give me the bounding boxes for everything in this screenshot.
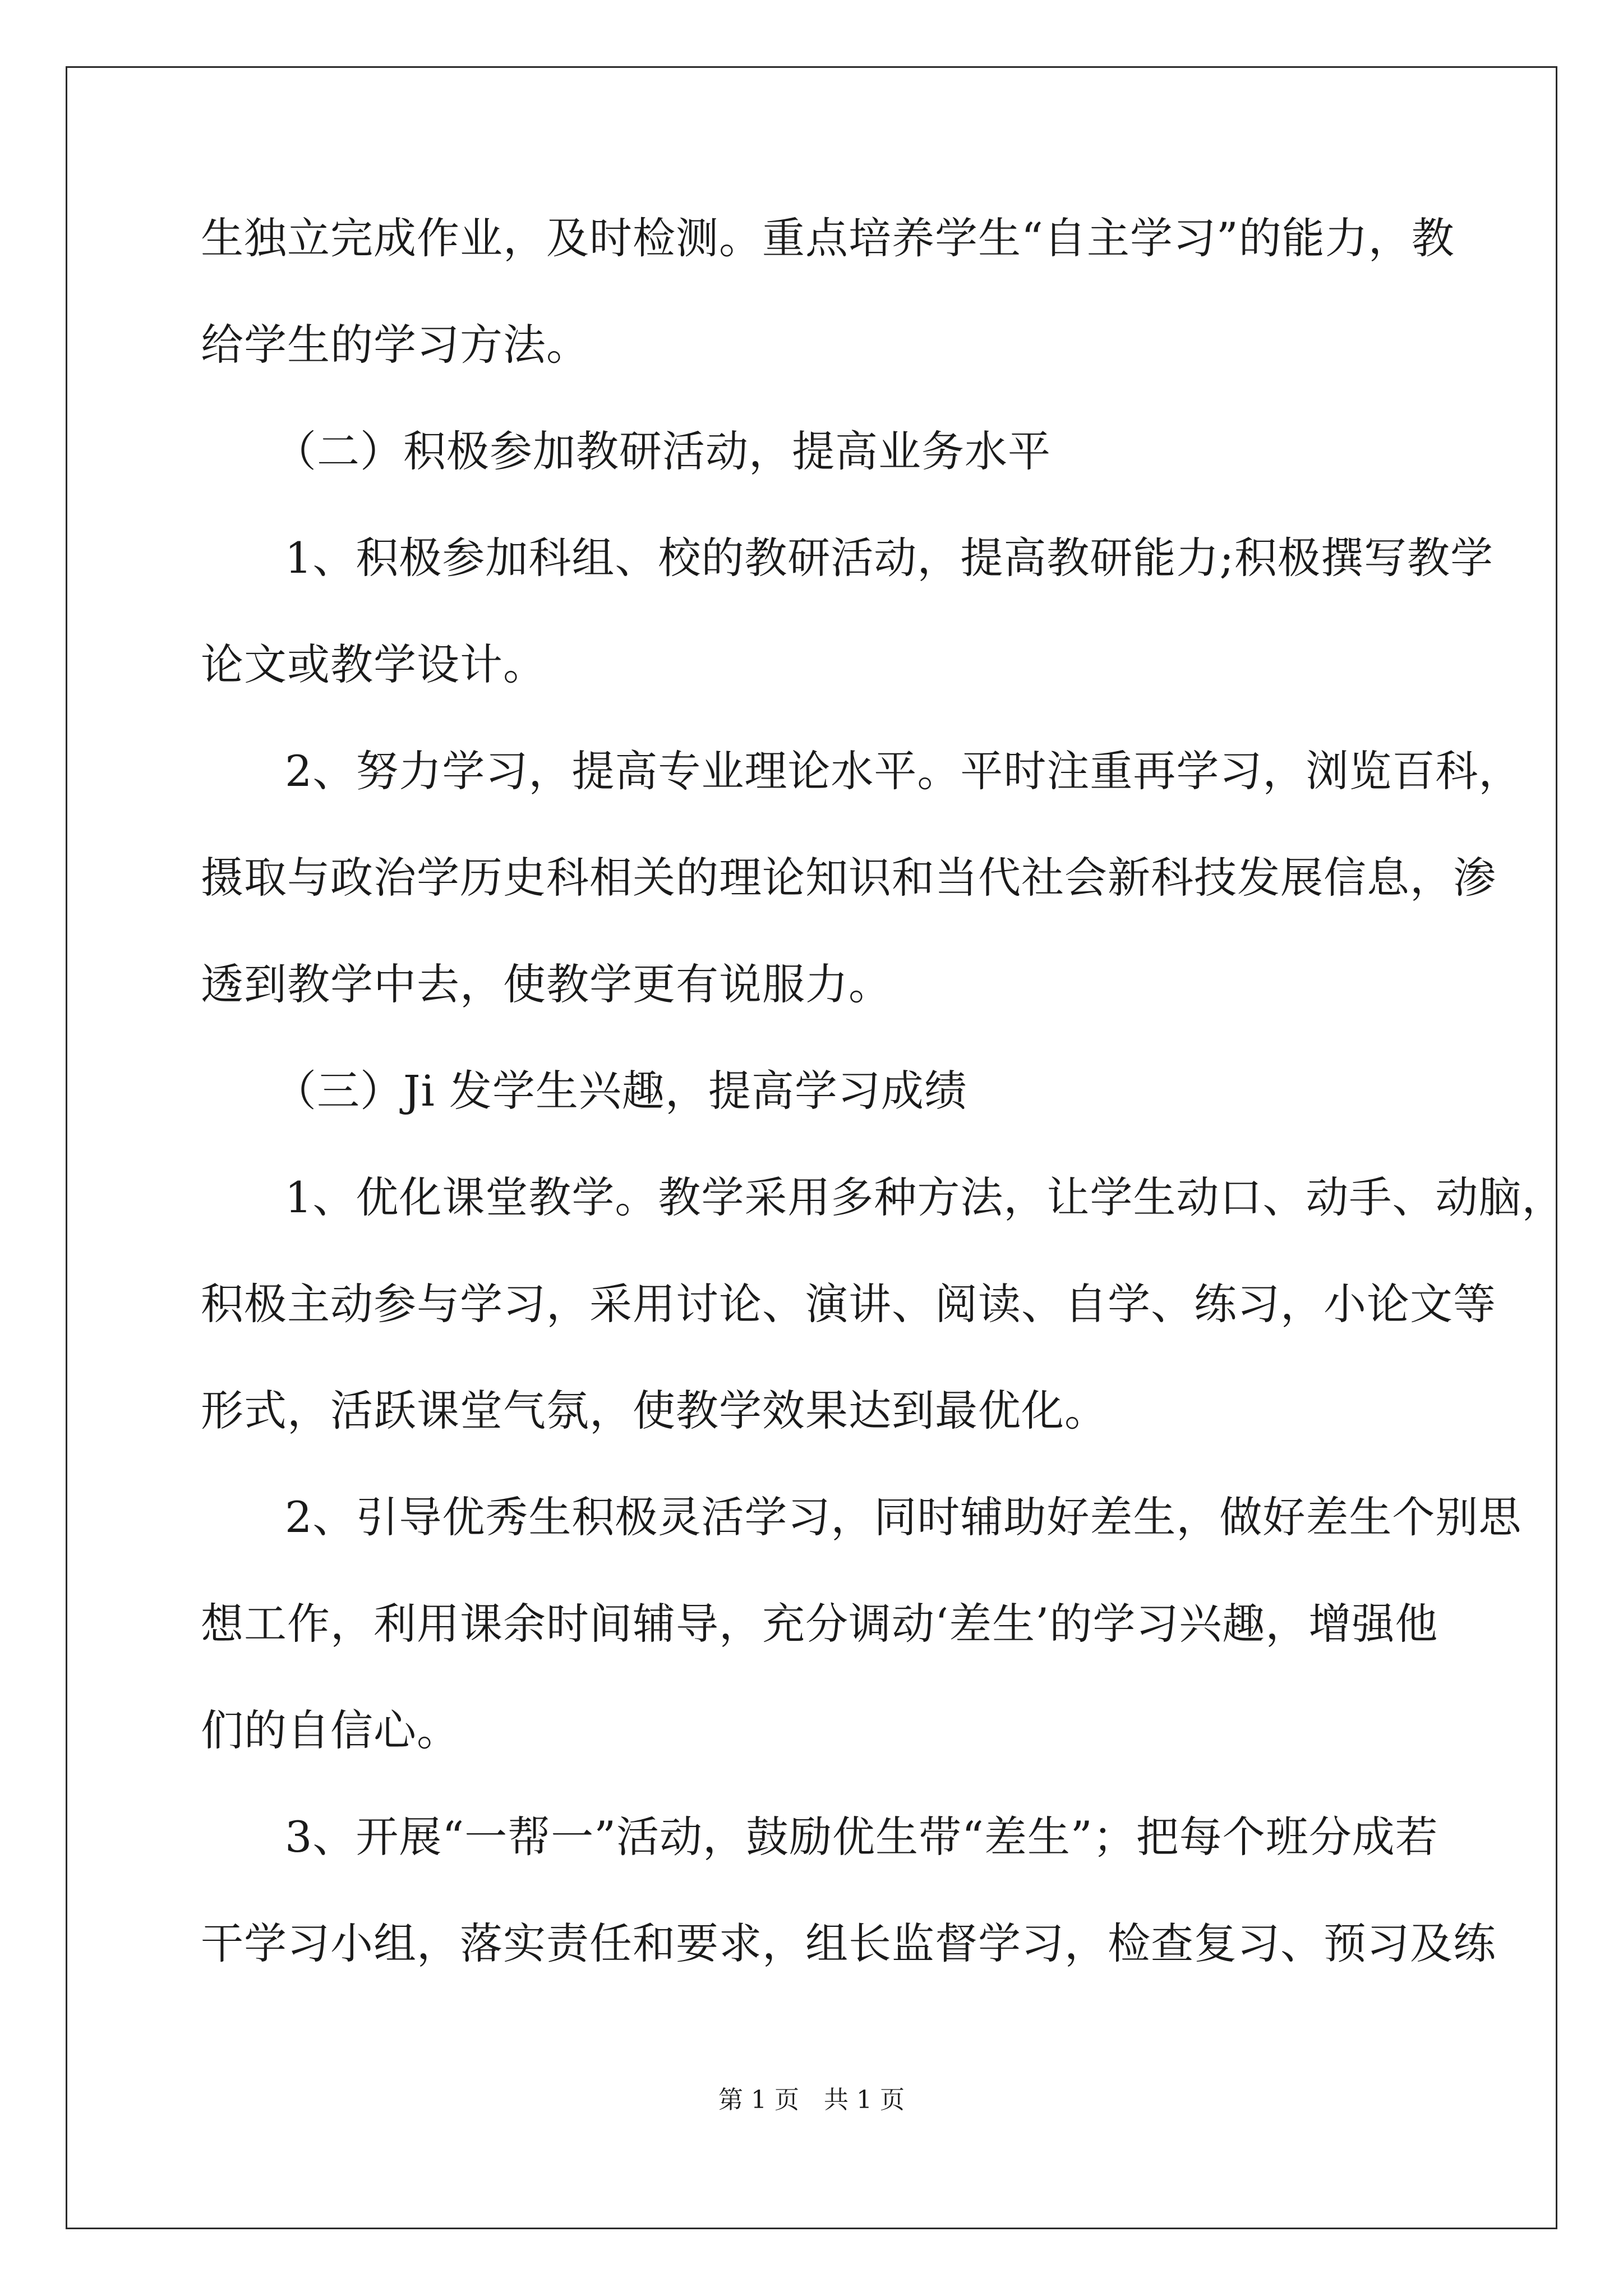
document-body xyxy=(201,213,1565,2029)
page-number: 第 1 页 共 1 页 xyxy=(718,2086,905,2114)
paragraph-line: 给学生的学习方法。 xyxy=(201,320,589,370)
paragraph-line: 3、开展“一帮一”活动，鼓励优生带“差生”；把每个班分成若 xyxy=(285,1812,1438,1862)
paragraph-line: 论文或教学设计。 xyxy=(201,639,546,689)
paragraph-line: 1、优化课堂教学。教学采用多种方法，让学生动口、动手、动脑， xyxy=(285,1172,1565,1222)
paragraph-line: 积极主动参与学习，采用讨论、演讲、阅读、自学、练习，小论文等 xyxy=(201,1279,1496,1329)
paragraph-line: 2、努力学习，提高专业理论水平。平时注重再学习，浏览百科， xyxy=(285,746,1522,796)
paragraph-line: 生独立完成作业，及时检测。重点培养学生“自主学习”的能力，教 xyxy=(201,213,1455,263)
section-heading: （三）Ji 发学生兴趣，提高学习成绩 xyxy=(274,1066,967,1116)
paragraph-line: 们的自信心。 xyxy=(201,1705,460,1755)
paragraph-line: 想工作，利用课余时间辅导，充分调动‘差生’的学习兴趣，增强他 xyxy=(201,1599,1438,1649)
paragraph-line: 1、积极参加科组、校的教研活动，提高教研能力;积极撰写教学 xyxy=(285,533,1493,583)
paragraph-line: 形式，活跃课堂气氛，使教学效果达到最优化。 xyxy=(201,1386,1108,1435)
paragraph-line: 2、引导优秀生积极灵活学习，同时辅助好差生，做好差生个别思 xyxy=(285,1492,1522,1542)
page-footer xyxy=(0,2088,1623,2113)
paragraph-line: 透到教学中去，使教学更有说服力。 xyxy=(201,959,892,1009)
paragraph-line: 干学习小组，落实责任和要求，组长监督学习，检查复习、预习及练 xyxy=(201,1918,1496,1968)
paragraph-line: 摄取与政治学历史科相关的理论知识和当代社会新科技发展信息，渗 xyxy=(201,853,1496,903)
section-heading: （二）积极参加教研活动，提高业务水平 xyxy=(274,426,1051,476)
